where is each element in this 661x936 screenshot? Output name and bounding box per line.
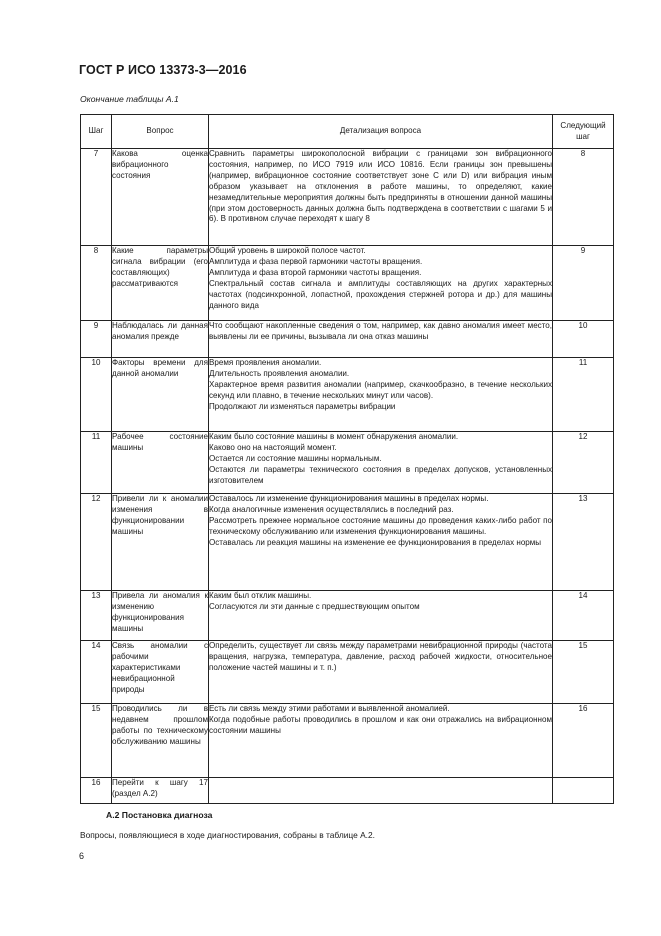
detail-line: Каким было состояние машины в момент обнаружения аномалии.	[209, 432, 459, 441]
detail-line: Когда аналогичные изменения осуществлялись в последний раз.	[209, 504, 454, 514]
detail-line: Амплитуда и фаза второй гармоники частоты вращения.	[209, 267, 422, 277]
row-step: 10	[81, 358, 112, 432]
row-details	[209, 704, 553, 778]
table-row	[81, 704, 614, 778]
row-question: Факторы времени для данной аномалии	[112, 358, 209, 432]
row-question: Привела ли аномалия к изменению функционирования машины	[112, 591, 209, 641]
row-step: 7	[81, 149, 112, 246]
row-details	[209, 358, 553, 432]
detail-line: Характерное время развития аномалии (например, скачкообразно, в течение нескольких секунд или плавно, в течение нескольких минут или часов).	[209, 379, 552, 400]
row-question: Какие параметры сигнала вибрации (его составляющих) рассматриваются	[112, 246, 209, 321]
row-next-step: 9	[553, 246, 614, 321]
table-caption: Окончание таблицы А.1	[80, 94, 179, 104]
questions-table	[80, 114, 614, 804]
detail-line: Амплитуда и фаза первой гармоники частоты вращения.	[209, 256, 423, 266]
table-row	[81, 149, 614, 246]
row-details	[209, 494, 553, 591]
row-details	[209, 149, 553, 246]
detail-line: Спектральный состав сигнала и амплитуды составляющих на других характерных частотах (подсинхронной, лопастной, прохождения стержней ротора и др.) для машины данного вида	[209, 278, 552, 310]
row-details	[209, 641, 553, 704]
table-row	[81, 432, 614, 494]
row-next-step: 12	[553, 432, 614, 494]
row-question: Рабочее состояние машины	[112, 432, 209, 494]
row-step: 16	[81, 778, 112, 804]
col-header-details: Детализация вопроса	[209, 115, 553, 149]
detail-line: Оставалось ли изменение функционирования машины в пределах нормы.	[209, 494, 489, 503]
detail-line: Сравнить параметры широкополосной вибрации с границами зон вибрационного состояния, например, по ИСО 7919 или ИСО 10816. Если границы зон превышены (например, вибрационное состояние соответствует зоне С или D) или вибрация иным образом указывает на отклонения в работе машины, то определяют, какие незамедлительные мероприятия должны быть предприняты в отношении данной машины (при этом достоверность данных должна быть подтверждена в соответствии с шагами 5 и 6). В противном случае переходят к шагу 8	[209, 149, 552, 224]
table-row	[81, 321, 614, 358]
detail-line: Что сообщают накопленные сведения о том, например, как давно аномалия имеет место, выявлены ли ее причины, вызывала ли она отказ машины	[209, 321, 552, 341]
row-step: 8	[81, 246, 112, 321]
row-question: Какова оценка вибрационного состояния	[112, 149, 209, 246]
col-header-step: Шаг	[81, 115, 112, 149]
row-next-step: 16	[553, 704, 614, 778]
row-step: 14	[81, 641, 112, 704]
table-row	[81, 591, 614, 641]
detail-line: Каким был отклик машины.	[209, 591, 312, 600]
table-row	[81, 641, 614, 704]
detail-line: Остается ли состояние машины нормальным.	[209, 453, 382, 463]
document-header: ГОСТ Р ИСО 13373-3—2016	[79, 63, 247, 77]
section-body: Вопросы, появляющиеся в ходе диагностирования, собраны в таблице А.2.	[80, 830, 375, 840]
detail-line: Когда подобные работы проводились в прошлом и как они отражались на вибрационном состоянии машины	[209, 714, 552, 735]
col-header-next-step: Следующий шаг	[553, 115, 614, 149]
row-question: Проводились ли в недавнем прошлом работы по техническому обслуживанию машины	[112, 704, 209, 778]
detail-line: Оставалась ли реакция машины на изменение ее функционирования в пределах нормы	[209, 537, 542, 547]
page-number: 6	[79, 851, 85, 861]
row-next-step: 15	[553, 641, 614, 704]
row-step: 9	[81, 321, 112, 358]
table-header-row	[81, 115, 614, 149]
row-question: Связь аномалии с рабочими характеристиками невибрационной природы	[112, 641, 209, 704]
detail-line: Каково оно на настоящий момент.	[209, 442, 337, 452]
row-next-step: 8	[553, 149, 614, 246]
row-details	[209, 432, 553, 494]
row-question: Перейти к шагу 17 (раздел А.2)	[112, 778, 209, 804]
detail-line: Длительность проявления аномалии.	[209, 368, 350, 378]
detail-line: Согласуются ли эти данные с предшествующим опытом	[209, 601, 420, 611]
table-row	[81, 494, 614, 591]
detail-line: Остаются ли параметры технического состояния в пределах допусков, установленных изготовителем	[209, 464, 552, 485]
row-step: 12	[81, 494, 112, 591]
detail-line: Продолжают ли изменяться параметры вибрации	[209, 401, 396, 411]
row-details	[209, 246, 553, 321]
row-next-step: 13	[553, 494, 614, 591]
detail-line: Время проявления аномалии.	[209, 358, 322, 367]
row-next-step: 11	[553, 358, 614, 432]
row-step: 15	[81, 704, 112, 778]
row-step: 11	[81, 432, 112, 494]
detail-line: Рассмотреть прежнее нормальное состояние машины до проведения каких-либо работ по техническому обслуживанию или изменения функционирования машины.	[209, 515, 552, 536]
row-question: Привели ли к аномалии изменения в функционировании машины	[112, 494, 209, 591]
table-row	[81, 246, 614, 321]
row-details	[209, 591, 553, 641]
detail-line: Общий уровень в широкой полосе частот.	[209, 246, 366, 255]
detail-line: Определить, существует ли связь между параметрами невибрационной природы (частота вращения, нагрузка, температура, давление, расход рабочей жидкости, относительное положение частей машины и т. п.)	[209, 641, 552, 672]
table-row	[81, 778, 614, 804]
row-details	[209, 778, 553, 804]
row-step: 13	[81, 591, 112, 641]
row-next-step: 14	[553, 591, 614, 641]
row-details	[209, 321, 553, 358]
row-next-step: 10	[553, 321, 614, 358]
section-title: А.2 Постановка диагноза	[106, 810, 213, 820]
row-next-step	[553, 778, 614, 804]
row-question: Наблюдалась ли данная аномалия прежде	[112, 321, 209, 358]
col-header-question: Вопрос	[112, 115, 209, 149]
detail-line: Есть ли связь между этими работами и выявленной аномалией.	[209, 704, 450, 713]
table-row	[81, 358, 614, 432]
